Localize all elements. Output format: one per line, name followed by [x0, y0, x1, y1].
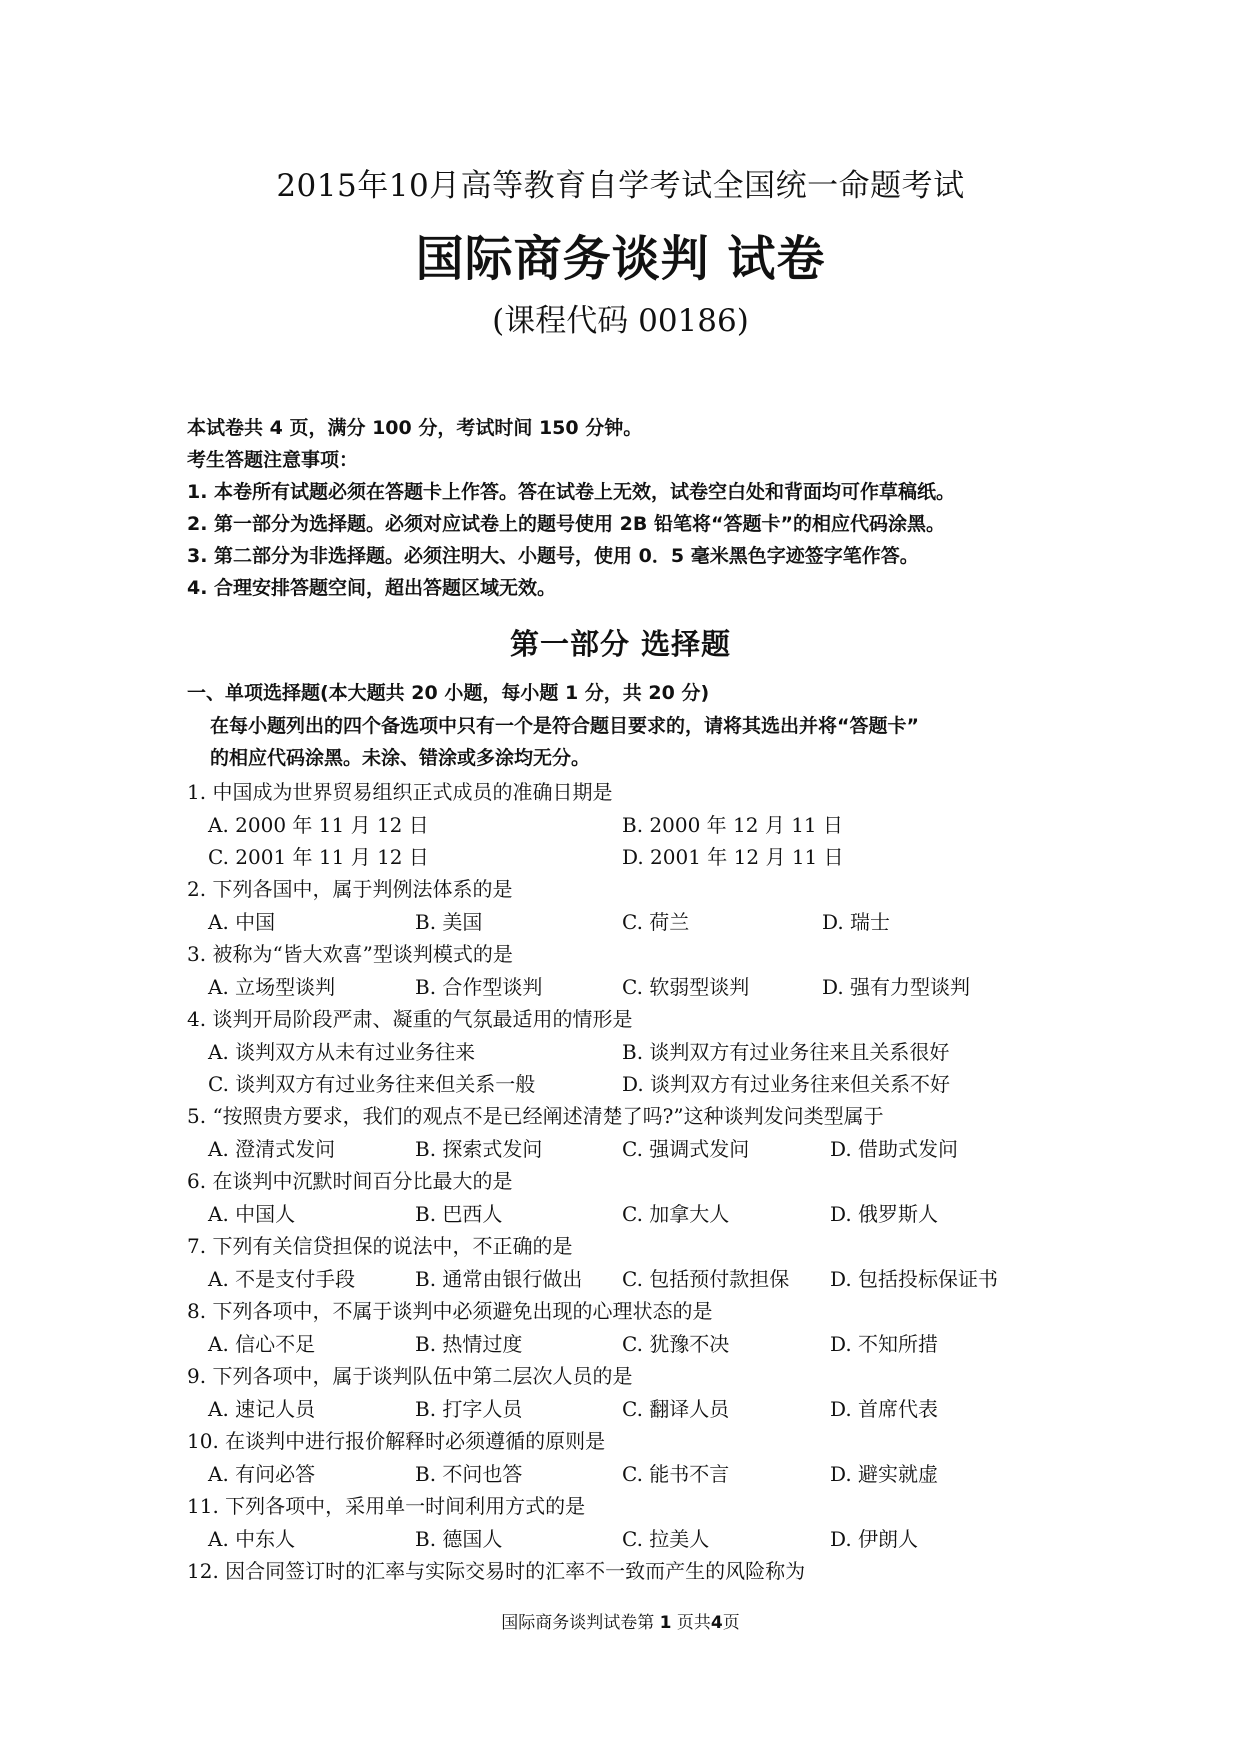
question-option: C. 荷兰	[622, 910, 690, 934]
question-stem: 7. 下列有关信贷担保的说法中，不正确的是	[187, 1234, 573, 1258]
question-option: D. 伊朗人	[830, 1527, 919, 1551]
question-stem: 12. 因合同签订时的汇率与实际交易时的汇率不一致而产生的风险称为	[187, 1559, 806, 1583]
exam-header: 2015年10月高等教育自学考试全国统一命题考试	[276, 168, 965, 204]
question-option: A. 中国人	[208, 1202, 296, 1226]
notice-heading: 考生答题注意事项：	[187, 449, 359, 471]
question-option: A. 中东人	[208, 1527, 296, 1551]
question-option: A. 2000 年 11 月 12 日	[208, 813, 429, 837]
question-stem: 2. 下列各国中，属于判例法体系的是	[187, 877, 513, 901]
question-option: B. 巴西人	[415, 1202, 503, 1226]
question-option: C. 谈判双方有过业务往来但关系一般	[208, 1072, 536, 1096]
question-option: C. 拉美人	[622, 1527, 710, 1551]
question-option: C. 能书不言	[622, 1462, 730, 1486]
question-option: C. 软弱型谈判	[622, 975, 750, 999]
page-footer	[0, 1608, 1241, 1633]
question-option: A. 立场型谈判	[208, 975, 336, 999]
question-stem: 4. 谈判开局阶段严肃、凝重的气氛最适用的情形是	[187, 1007, 633, 1031]
section-instruction: 的相应代码涂黑。未涂、错涂或多涂均无分。	[210, 747, 591, 769]
question-option: A. 不是支付手段	[208, 1267, 356, 1291]
question-stem: 10. 在谈判中进行报价解释时必须遵循的原则是	[187, 1429, 606, 1453]
question-stem: 8. 下列各项中，不属于谈判中必须避免出现的心理状态的是	[187, 1299, 713, 1323]
notice-item: 1. 本卷所有试题必须在答题卡上作答。答在试卷上无效，试卷空白处和背面均可作草稿纸。	[187, 481, 956, 503]
section-instruction: 在每小题列出的四个备选项中只有一个是符合题目要求的，请将其选出并将“答题卡”	[210, 715, 919, 737]
question-option: C. 强调式发问	[622, 1137, 750, 1161]
question-option: D. 避实就虚	[830, 1462, 939, 1486]
question-option: D. 谈判双方有过业务往来但关系不好	[622, 1072, 951, 1096]
question-option: C. 包括预付款担保	[622, 1267, 790, 1291]
question-option: A. 速记人员	[208, 1397, 316, 1421]
question-option: D. 强有力型谈判	[822, 975, 971, 999]
question-option: B. 谈判双方有过业务往来且关系很好	[622, 1040, 950, 1064]
question-option: D. 首席代表	[830, 1397, 939, 1421]
question-stem: 3. 被称为“皆大欢喜”型谈判模式的是	[187, 942, 513, 966]
notice-item: 4. 合理安排答题空间，超出答题区域无效。	[187, 577, 557, 599]
footer-total-pages: 4	[710, 1613, 723, 1633]
question-stem: 1. 中国成为世界贸易组织正式成员的准确日期是	[187, 780, 613, 804]
question-stem: 5. “按照贵方要求，我们的观点不是已经阐述清楚了吗?”这种谈判发问类型属于	[187, 1104, 884, 1128]
question-option: B. 热情过度	[415, 1332, 523, 1356]
question-option: A. 信心不足	[208, 1332, 316, 1356]
question-option: B. 合作型谈判	[415, 975, 543, 999]
question-stem: 11. 下列各项中，采用单一时间利用方式的是	[187, 1494, 586, 1518]
notice-item: 2. 第一部分为选择题。必须对应试卷上的题号使用 2B 铅笔将“答题卡”的相应代码涂黑。	[187, 513, 945, 535]
footer-prefix: 国际商务谈判试卷第	[501, 1613, 655, 1633]
question-option: C. 2001 年 11 月 12 日	[208, 845, 429, 869]
question-option: A. 谈判双方从未有过业务往来	[208, 1040, 476, 1064]
question-option: D. 瑞士	[822, 910, 891, 934]
question-option: D. 俄罗斯人	[830, 1202, 939, 1226]
question-option: A. 中国	[208, 910, 276, 934]
footer-suffix: 页	[722, 1613, 740, 1633]
question-option: C. 翻译人员	[622, 1397, 730, 1421]
exam-title: 国际商务谈判 试卷	[415, 231, 826, 287]
question-option: D. 不知所措	[830, 1332, 939, 1356]
footer-page-number: 1	[659, 1613, 672, 1633]
section-heading: 一、单项选择题(本大题共 20 小题，每小题 1 分，共 20 分)	[187, 682, 710, 704]
footer-middle: 页共	[676, 1613, 711, 1633]
notice-item: 3. 第二部分为非选择题。必须注明大、小题号，使用 0．5 毫米黑色字迹签字笔作答。	[187, 545, 919, 567]
question-option: B. 美国	[415, 910, 483, 934]
question-option: D. 包括投标保证书	[830, 1267, 999, 1291]
question-option: B. 德国人	[415, 1527, 503, 1551]
question-option: B. 通常由银行做出	[415, 1267, 583, 1291]
question-option: B. 打字人员	[415, 1397, 523, 1421]
question-option: D. 2001 年 12 月 11 日	[622, 845, 844, 869]
course-code: (课程代码 00186)	[492, 303, 749, 339]
question-option: A. 澄清式发问	[208, 1137, 336, 1161]
question-option: B. 不问也答	[415, 1462, 523, 1486]
question-option: C. 加拿大人	[622, 1202, 730, 1226]
question-option: C. 犹豫不决	[622, 1332, 730, 1356]
part-title: 第一部分 选择题	[509, 627, 732, 661]
exam-summary: 本试卷共 4 页，满分 100 分，考试时间 150 分钟。	[187, 417, 643, 439]
question-option: D. 借助式发问	[830, 1137, 959, 1161]
question-stem: 9. 下列各项中，属于谈判队伍中第二层次人员的是	[187, 1364, 633, 1388]
question-option: B. 2000 年 12 月 11 日	[622, 813, 843, 837]
question-stem: 6. 在谈判中沉默时间百分比最大的是	[187, 1169, 513, 1193]
question-option: A. 有问必答	[208, 1462, 316, 1486]
question-option: B. 探索式发问	[415, 1137, 543, 1161]
